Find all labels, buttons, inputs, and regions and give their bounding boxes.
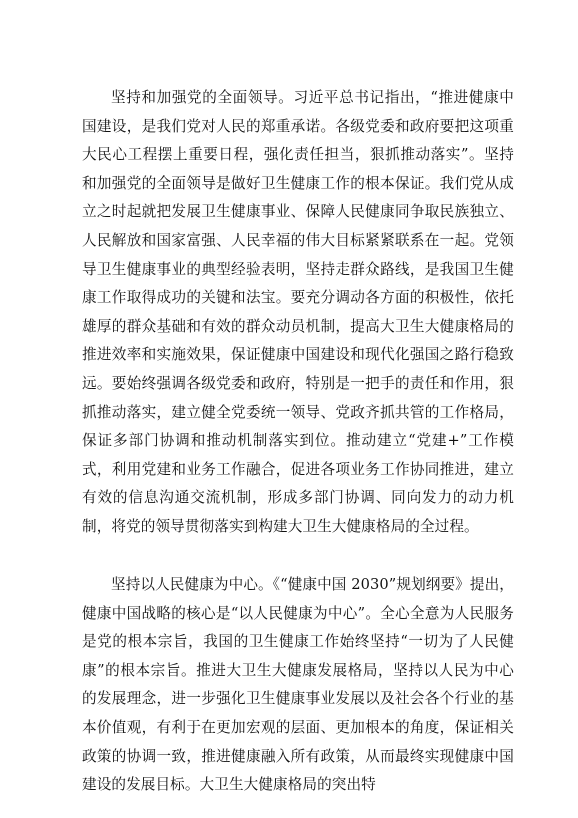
paragraph-party-leadership: 坚持和加强党的全面领导。习近平总书记指出，“推进健康中国建设，是我们党对人民的郑重承诺。各级党委和政府要把这项重大民心工程摆上重要日程，强化责任担当，狠抓推动落实”。坚持和加强党的全面领导是做好卫生健康工作的根本保证。我们党从成立之时起就把发展卫生健康事业、保障人民健康同争取民族独立、人民解放和国家富强、人民幸福的伟大目标紧紧联系在一起。党领导卫生健康事业的典型经验表明，坚持走群众路线，是我国卫生健康工作取得成功的关键和法宝。要充分调动各方面的积极性，依托雄厚的群众基础和有效的群众动员机制，提高大卫生大健康格局的推进效率和实施效果，保证健康中国建设和现代化强国之路行稳致远。要始终强调各级党委和政府，特别是一把手的责任和作用，狠抓推动落实，建立健全党委统一领导、党政齐抓共管的工作格局，保证多部门协调和推动机制落实到位。推动建立“党建+”工作模式，利用党建和业务工作融合，促进各项业务工作协同推进，建立有效的信息沟通交流机制，形成多部门协调、同向发力的动力机制，将党的领导贯彻落实到构建大卫生大健康格局的全过程。 xyxy=(82,89,514,535)
paragraph-people-centered-health: 坚持以人民健康为中心。《“健康中国 2030”规划纲要》提出，健康中国战略的核心是“以人民健康为中心”。全心全意为人民服务是党的根本宗旨，我国的卫生健康工作始终坚持“一切为了人民健康”的根本宗旨。推进大卫生大健康发展格局，坚持以人民为中心的发展理念，进一步强化卫生健康事业发展以及社会各个行业的基本价值观，有利于在更加宏观的层面、更加根本的角度，保证相关政策的协调一致，推进健康融入所有政策，从而最终实现健康中国建设的发展目标。大卫生大健康格局的突出特 xyxy=(82,576,514,794)
